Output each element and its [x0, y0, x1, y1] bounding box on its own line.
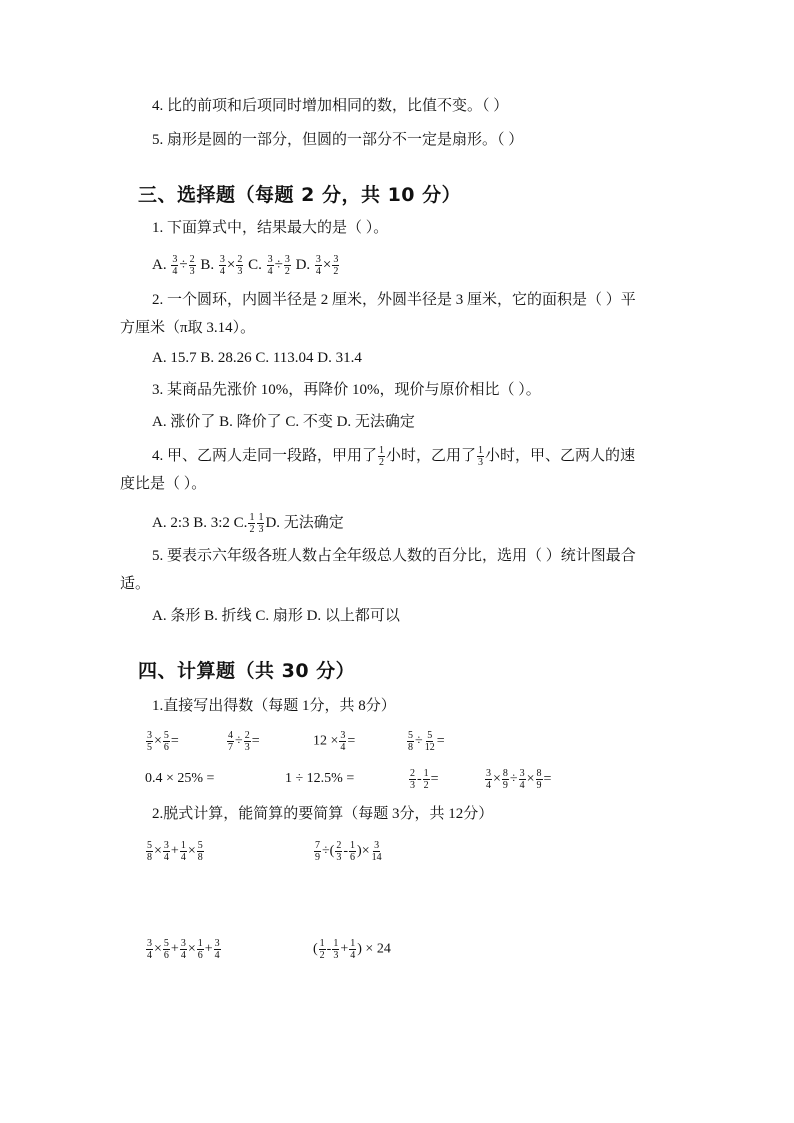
calc-step-2: $\frac{7}{9}$ ÷( $\frac{2}{3}$ - $\frac{1}{6}$ )× $\frac{3}{14}$	[315, 840, 382, 863]
calc-expr-1: $\frac{3}{5}$ × $\frac{5}{6}$ =	[147, 730, 179, 753]
choice-q2: 2. 一个圆环，内圆半径是 2 厘米，外圆半径是 3 厘米，它的面积是（ ）平 方厘米（π取 3.14）。	[120, 292, 636, 336]
calc-expr-2: $\frac{4}{7}$ ÷ $\frac{2}{3}$ =	[228, 730, 260, 753]
calc-expr-6: 1 ÷ 12.5% =	[285, 771, 355, 786]
calc-step-1: $\frac{5}{8}$ × $\frac{3}{4}$ + $\frac{1}{4}$ × $\frac{5}{8}$	[147, 840, 203, 863]
choice-q2-options: A. 15.7 B. 28.26 C. 113.04 D. 31.4	[152, 350, 362, 366]
calc-step-3: $\frac{3}{4}$ × $\frac{5}{6}$ + $\frac{3}{4}$ × $\frac{1}{6}$ + $\frac{3}{4}$	[147, 938, 220, 961]
calc-expr-5: 0.4 × 25% =	[145, 771, 215, 786]
judge-item-5: 5. 扇形是圆的一部分，但圆的一部分不一定是扇形。（ ）	[152, 132, 524, 148]
calc-expr-8: $\frac{3}{4}$ × $\frac{8}{9}$ ÷ $\frac{3}{4}$ × $\frac{8}{9}$ =	[486, 768, 552, 791]
calc-step-4: ( $\frac{1}{2}$ - $\frac{1}{3}$ + $\frac{1}{4}$ ) × 24	[313, 938, 391, 961]
choice-q1-options: A. $\frac{3}{4}$ ÷ $\frac{2}{3}$ B. $\frac{3}{4}$ × $\frac{2}{3}$ C. $\frac{3}{4}$ ÷ $\frac{3}{2}$ D. $\frac{3}{4}$ × $\frac{3}{2}$	[152, 254, 339, 277]
choice-q4: 4. 甲、乙两人走同一段路，甲用了 $\frac{1}{2}$ 小时，乙用了 $\frac{1}{3}$ 小时，甲、乙两人的速 度比是（ ）。	[120, 445, 636, 492]
choice-q4-options: A. 2:3 B. 3:2 C. $\frac{1}{2}$ $\frac{1}{3}$ D. 无法确定	[152, 512, 344, 535]
calc-expr-3: 12 × $\frac{3}{4}$ =	[313, 730, 356, 753]
calc-sub1: 1.直接写出得数（每题 1分，共 8分）	[152, 698, 396, 714]
judge-item-4: 4. 比的前项和后项同时增加相同的数，比值不变。（ ）	[152, 98, 509, 114]
choice-q5: 5. 要表示六年级各班人数占全年级总人数的百分比，选用（ ）统计图最合 适。	[120, 548, 636, 592]
calc-expr-4: $\frac{5}{8}$ ÷ $\frac{5}{12}$ =	[408, 730, 445, 753]
calc-section-heading: 四、计算题（共 30 分）	[138, 660, 356, 682]
calc-expr-7: $\frac{2}{3}$ - $\frac{1}{2}$ =	[410, 768, 439, 791]
choice-q1: 1. 下面算式中，结果最大的是（ ）。	[152, 220, 389, 236]
choice-q5-options: A. 条形 B. 折线 C. 扇形 D. 以上都可以	[152, 608, 400, 624]
choice-q3: 3. 某商品先涨价 10%，再降价 10%，现价与原价相比（ ）。	[152, 382, 541, 398]
calc-sub2: 2.脱式计算，能简算的要简算（每题 3分，共 12分）	[152, 806, 494, 822]
choice-q3-options: A. 涨价了 B. 降价了 C. 不变 D. 无法确定	[152, 414, 415, 430]
choice-section-heading: 三、选择题（每题 2 分，共 10 分）	[138, 184, 462, 206]
